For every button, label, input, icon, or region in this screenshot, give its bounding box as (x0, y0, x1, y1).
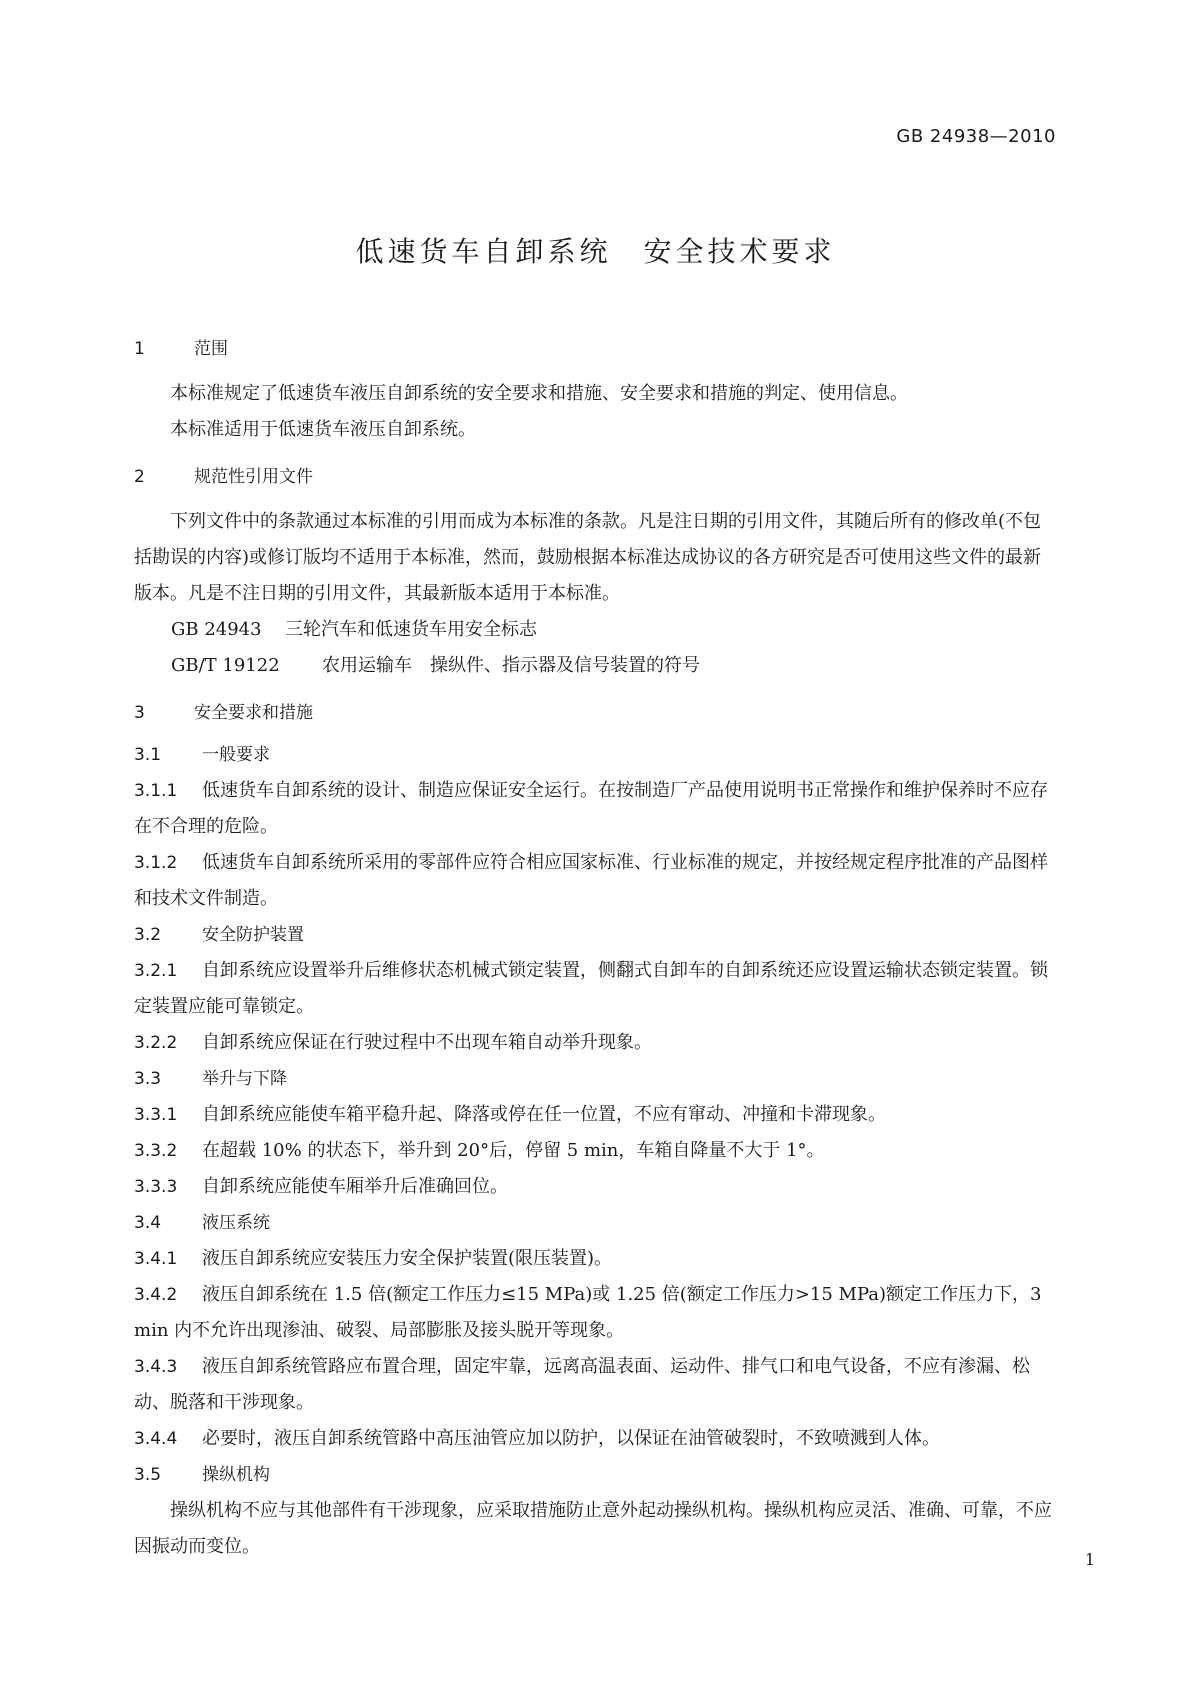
clause (134, 845, 1058, 917)
subsection-title: 液压系统 (202, 1213, 270, 1233)
clause-number: 3.4.1 (134, 1249, 178, 1269)
reference-code: GB/T 19122 (171, 655, 280, 676)
subsection-heading (134, 917, 1058, 953)
clause-text: 自卸系统应保证在行驶过程中不出现车箱自动举升现象。 (202, 1032, 652, 1053)
clause (134, 1241, 1058, 1277)
subsection-title: 举升与下降 (202, 1069, 287, 1089)
subsection-heading (134, 1457, 1058, 1493)
normative-reference (134, 612, 1058, 648)
section-number: 1 (134, 339, 145, 359)
paragraph: 本标准适用于低速货车液压自卸系统。 (170, 419, 476, 440)
subsection-number: 3.2 (134, 925, 162, 945)
section-number: 2 (134, 467, 145, 487)
clause-number: 3.3.1 (134, 1105, 178, 1125)
subsection-heading (134, 1061, 1058, 1097)
section-number: 3 (134, 703, 145, 723)
subsection-heading (134, 737, 1058, 773)
subsection-number: 3.3 (134, 1069, 162, 1089)
clause (134, 773, 1058, 845)
clause (134, 953, 1058, 1025)
section-title: 规范性引用文件 (194, 467, 313, 487)
clause (134, 1169, 1058, 1205)
clause-text: 在超载 10% 的状态下，举升到 20°后，停留 5 min，车箱自降量不大于 1°。 (202, 1140, 825, 1161)
clause-text: 低速货车自卸系统的设计、制造应保证安全运行。在按制造厂产品使用说明书正常操作和维护保养时不应存在不合理的危险。 (134, 780, 1048, 837)
clause-text: 自卸系统应设置举升后维修状态机械式锁定装置，侧翻式自卸车的自卸系统还应设置运输状态锁定装置。锁定装置应能可靠锁定。 (134, 960, 1048, 1017)
clause-number: 3.2.2 (134, 1033, 178, 1053)
clause (134, 1025, 1058, 1061)
clause (134, 1133, 1058, 1169)
subsection-title: 安全防护装置 (202, 925, 304, 945)
clause-number: 3.3.3 (134, 1177, 178, 1197)
normative-reference (134, 648, 1058, 684)
section-title: 安全要求和措施 (194, 703, 313, 723)
document-body (134, 334, 1058, 1565)
clause-number: 3.4.3 (134, 1357, 178, 1377)
subsection-number: 3.4 (134, 1213, 162, 1233)
section-heading (134, 462, 1058, 487)
section-heading (134, 334, 1058, 359)
clause (134, 1277, 1058, 1349)
reference-title: 三轮汽车和低速货车用安全标志 (285, 619, 537, 640)
subsection-heading (134, 1205, 1058, 1241)
clause-number: 3.1.1 (134, 781, 178, 801)
page-title: 低速货车自卸系统 安全技术要求 (355, 235, 836, 268)
reference-title: 农用运输车 操纵件、指示器及信号装置的符号 (322, 655, 700, 676)
clause-text: 自卸系统应能使车箱平稳升起、降落或停在任一位置，不应有窜动、冲撞和卡滞现象。 (202, 1104, 886, 1125)
clause-text: 必要时，液压自卸系统管路中高压油管应加以防护，以保证在油管破裂时，不致喷溅到人体。 (202, 1428, 940, 1449)
subsection-number: 3.5 (134, 1465, 162, 1485)
subsection-title: 一般要求 (202, 745, 270, 765)
clause-text: 液压自卸系统应安装压力安全保护装置(限压装置)。 (202, 1248, 613, 1269)
subsection-title: 操纵机构 (202, 1465, 270, 1485)
clause-text: 液压自卸系统管路应布置合理，固定牢靠，远离高温表面、运动件、排气口和电气设备，不应有渗漏、松动、脱落和干涉现象。 (134, 1356, 1030, 1413)
clause-number: 3.2.1 (134, 961, 178, 981)
section-heading (134, 698, 1058, 723)
standard-code: GB 24938—2010 (896, 126, 1056, 147)
subsection-number: 3.1 (134, 745, 162, 765)
clause-text: 液压自卸系统在 1.5 倍(额定工作压力≤15 MPa)或 1.25 倍(额定工作压力>15 MPa)额定工作压力下，3 min 内不允许出现渗油、破裂、局部膨胀及接头脱开等现象。 (134, 1284, 1042, 1341)
clause (134, 1097, 1058, 1133)
paragraph: 操纵机构不应与其他部件有干涉现象，应采取措施防止意外起动操纵机构。操纵机构应灵活、准确、可靠，不应因振动而变位。 (134, 1500, 1052, 1557)
clause (134, 1349, 1058, 1421)
paragraph: 下列文件中的条款通过本标准的引用而成为本标准的条款。凡是注日期的引用文件，其随后所有的修改单(不包括勘误的内容)或修订版均不适用于本标准，然而，鼓励根据本标准达成协议的各方研究是否可使用这些文件的最新版本。凡是不注日期的引用文件，其最新版本适用于本标准。 (134, 511, 1042, 604)
clause-number: 3.4.4 (134, 1429, 178, 1449)
clause (134, 1421, 1058, 1457)
clause-number: 3.4.2 (134, 1285, 178, 1305)
page-number: 1 (1084, 1550, 1095, 1569)
paragraph: 本标准规定了低速货车液压自卸系统的安全要求和措施、安全要求和措施的判定、使用信息。 (170, 383, 908, 404)
clause-number: 3.1.2 (134, 853, 178, 873)
section-title: 范围 (194, 339, 228, 359)
clause-text: 低速货车自卸系统所采用的零部件应符合相应国家标准、行业标准的规定，并按经规定程序批准的产品图样和技术文件制造。 (134, 852, 1048, 909)
reference-code: GB 24943 (171, 619, 262, 640)
clause-text: 自卸系统应能使车厢举升后准确回位。 (202, 1176, 508, 1197)
clause-number: 3.3.2 (134, 1141, 178, 1161)
